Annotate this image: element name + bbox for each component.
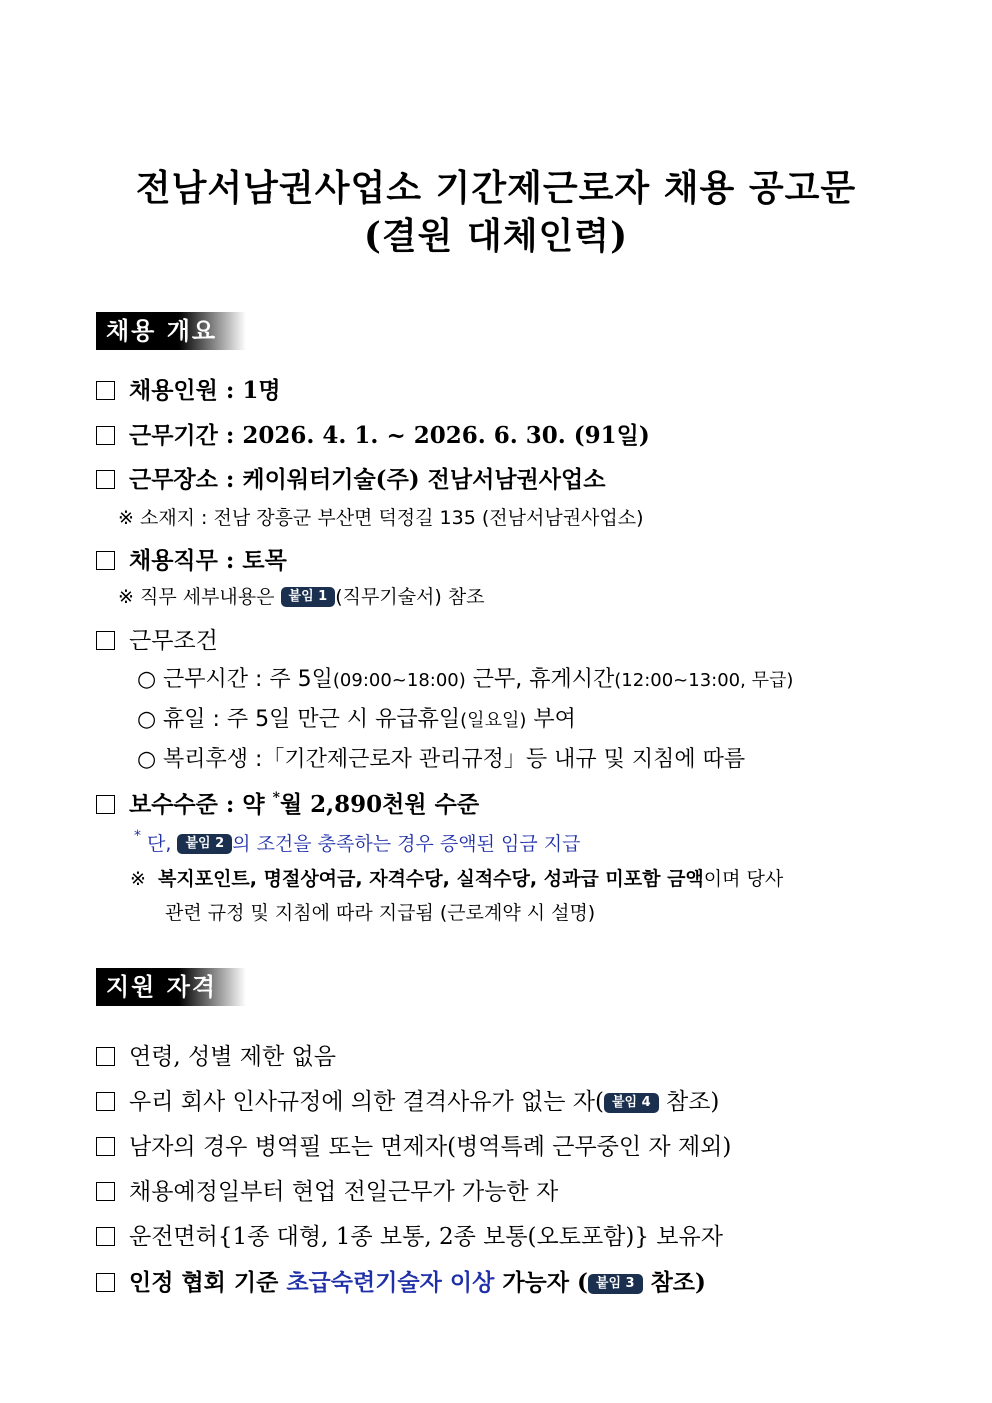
pay-item: 보수수준 : 약 *월 2,890천원 수준 <box>96 786 479 819</box>
checkbox-icon <box>96 381 115 400</box>
checkbox-icon <box>96 426 115 445</box>
checkbox-icon <box>96 1182 115 1201</box>
checkbox-icon <box>96 795 115 814</box>
qualification-item: 인정 협회 기준 초급숙련기술자 이상 가능자 ( 붙임 3 참조) <box>96 1264 706 1297</box>
checkbox-icon <box>96 1227 115 1246</box>
location-item <box>96 461 605 494</box>
pay-note-2: ※ 복지포인트, 명절상여금, 자격수당, 실적수당, 성과급 미포함 금액이며 당사 <box>130 868 784 890</box>
qualification-item: 남자의 경우 병역필 또는 면제자(병역특례 근무중인 자 제외) <box>96 1128 731 1161</box>
conditions-text: 근무조건 <box>129 628 218 654</box>
qualification-item: 우리 회사 인사규정에 의한 결격사유가 없는 자( 붙임 4 참조) <box>96 1083 719 1116</box>
bullet-circle-icon: ○ <box>137 747 157 772</box>
hire-count-item <box>96 372 281 405</box>
job-item <box>96 542 287 575</box>
hire-count-text: 채용인원 : 1명 <box>129 377 281 404</box>
job-note-post: (직무기술서) 참조 <box>335 586 485 608</box>
location-note: ※ 소재지 : 전남 장흥군 부산면 덕정길 135 (전남서남권사업소) <box>118 507 644 529</box>
period-item <box>96 417 650 450</box>
qualification-item: 채용예정일부터 현업 전일근무가 가능한 자 <box>96 1173 558 1206</box>
condition-hours: ○ 근무시간 : 주 5일(09:00~18:00) 근무, 휴게시간(12:00~13:00, 무급) <box>137 667 794 692</box>
checkbox-icon <box>96 1047 115 1066</box>
section-header-overview: 채용 개요 <box>96 312 246 350</box>
attachment-badge: 붙임 1 <box>281 587 336 607</box>
bullet-circle-icon: ○ <box>137 707 157 732</box>
bullet-circle-icon: ○ <box>137 667 157 692</box>
checkbox-icon <box>96 551 115 570</box>
condition-welfare: ○ 복리후생 :「기간제근로자 관리규정」등 내규 및 지침에 따름 <box>137 747 746 772</box>
pay-note-2-line2: 관련 규정 및 지침에 따라 지급됨 (근로계약 시 설명) <box>165 902 596 924</box>
page-subtitle: (결원 대체인력) <box>363 215 629 257</box>
job-note <box>118 582 485 609</box>
period-text: 근무기간 : 2026. 4. 1. ~ 2026. 6. 30. (91일) <box>129 422 650 449</box>
section-header-qualification: 지원 자격 <box>96 968 246 1006</box>
checkbox-icon <box>96 631 115 650</box>
attachment-badge: 붙임 4 <box>604 1093 659 1113</box>
qualification-item: 운전면허{1종 대형, 1종 보통, 2종 보통(오토포함)} 보유자 <box>96 1218 723 1251</box>
checkbox-icon <box>96 1092 115 1111</box>
checkbox-icon <box>96 1137 115 1156</box>
pay-note: * 단, 붙임 2 의 조건을 충족하는 경우 증액된 임금 지급 <box>134 828 581 855</box>
location-text: 근무장소 : 케이워터기술(주) 전남서남권사업소 <box>129 466 606 493</box>
checkbox-icon <box>96 1273 115 1292</box>
conditions-item <box>96 622 218 655</box>
attachment-badge: 붙임 2 <box>177 834 232 854</box>
job-note-pre: ※ 직무 세부내용은 <box>118 586 281 608</box>
condition-holiday: ○ 휴일 : 주 5일 만근 시 유급휴일(일요일) 부여 <box>137 707 576 732</box>
job-text: 채용직무 : 토목 <box>129 547 287 574</box>
page-title: 전남서남권사업소 기간제근로자 채용 공고문 <box>135 167 857 209</box>
qualification-item: 연령, 성별 제한 없음 <box>96 1038 336 1071</box>
checkbox-icon <box>96 470 115 489</box>
attachment-badge: 붙임 3 <box>588 1274 643 1294</box>
